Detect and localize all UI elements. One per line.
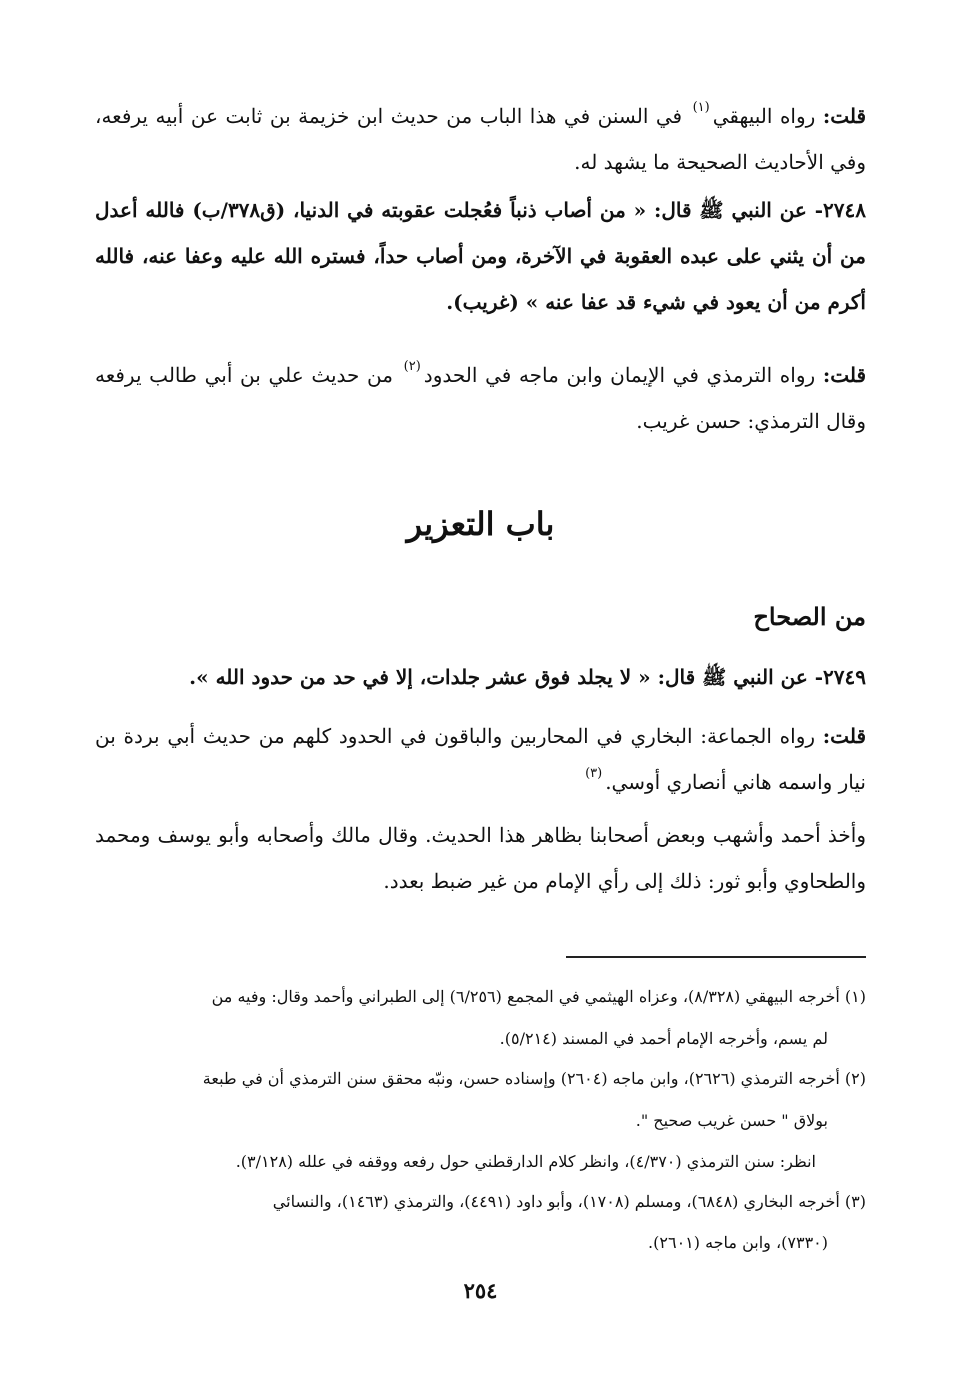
body-text: وأخذ أحمد وأشهب وبعض أصحابنا بظاهر هذا الحديث. وقال مالك وأصحابه وأبو يوسف ومحمد والطحاوي وأبو ثور: ذلك إلى رأي الإمام من غير ضبط بعدد. bbox=[95, 823, 867, 893]
book-page bbox=[95, 0, 866, 1379]
hadith-text: ٢٧٤٨- عن النبي ﷺ قال: « من أصاب ذنباً فعُجلت عقوبته في الدنيا، (ق٣٧٨/ب) فالله أعدل من أن يثني على عبده العقوبة في الآخرة، ومن أصاب حداً، فستره الله عليه وعفا عنه، فالله أكرم من أن يعود في شيء قد عفا عنه » (غريب). bbox=[95, 198, 866, 314]
footnote-2-line-1: (٢) أخرجه الترمذي (٢٦٢٦)، وابن ماجه (٢٦٠٤) وإسناده حسن، ونبّه محقق سنن الترمذي أن في طبعة bbox=[202, 1069, 866, 1088]
hadith-2748 bbox=[95, 187, 866, 325]
paragraph-comment-2 bbox=[95, 352, 866, 444]
footnote-2-note: انظر: سنن الترمذي (٤/٣٧٠)، وانظر كلام الدارقطني حول رفعه ووقفه في علله (٣/١٢٨). bbox=[235, 1152, 816, 1171]
footnote-ref-2[interactable]: (٢) bbox=[403, 359, 421, 374]
comment-text: من حديث علي بن أبي طالب يرفعه وقال الترمذي: حسن غريب. bbox=[95, 363, 866, 433]
comment-text: رواه الترمذي في الإيمان وابن ماجه في الحدود bbox=[423, 363, 816, 387]
section-title: من الصحاح bbox=[753, 602, 866, 631]
comment-lead: قلت: bbox=[822, 363, 867, 387]
chapter-title: باب التعزير bbox=[406, 505, 555, 543]
comment-text: في السنن في هذا الباب من حديث ابن خزيمة بن ثابت عن أبيه يرفعه، وفي الأحاديث الصحيحة ما يشهد له. bbox=[95, 104, 866, 174]
hadith-text: ٢٧٤٩- عن النبي ﷺ قال: « لا يجلد فوق عشر جلدات، إلا في حد من حدود الله ». bbox=[189, 665, 866, 689]
comment-text: رواه البيهقي bbox=[712, 104, 816, 128]
footnote-separator bbox=[566, 956, 866, 958]
footnote-1-line-1: (١) أخرجه البيهقي (٨/٣٢٨)، وعزاه الهيثمي في المجمع (٦/٢٥٦) إلى الطبراني وأحمد وقال: وفيه من bbox=[211, 987, 866, 1006]
footnote-2-line-2: بولاق " حسن غريب صحيح ". bbox=[635, 1111, 828, 1130]
paragraph-body bbox=[95, 812, 866, 904]
page-number: ٢٥٤ bbox=[463, 1278, 498, 1303]
footnote-3-line-2: (٧٣٣٠)، وابن ماجه (٢٦٠١). bbox=[648, 1233, 828, 1252]
paragraph-comment-3 bbox=[95, 713, 866, 805]
comment-lead: قلت: bbox=[822, 724, 866, 748]
footnote-ref-1[interactable]: (١) bbox=[692, 100, 710, 115]
comment-text: رواه الجماعة: البخاري في المحاربين والباقون في الحدود كلهم من حديث أبي بردة بن نيار واسمه هاني أنصاري أوسي. bbox=[95, 724, 866, 794]
footnote-3-line-1: (٣) أخرجه البخاري (٦٨٤٨)، ومسلم (١٧٠٨)، وأبو داود (٤٤٩١)، والترمذي (١٤٦٣)، والنسائي bbox=[272, 1192, 866, 1211]
footnote-ref-3[interactable]: (٣) bbox=[585, 766, 603, 781]
comment-lead: قلت: bbox=[822, 104, 867, 128]
paragraph-comment-1 bbox=[95, 93, 866, 185]
hadith-2749 bbox=[95, 654, 866, 700]
footnote-1-line-2: لم يسم، وأخرجه الإمام أحمد في المسند (٥/٢١٤). bbox=[499, 1029, 828, 1048]
